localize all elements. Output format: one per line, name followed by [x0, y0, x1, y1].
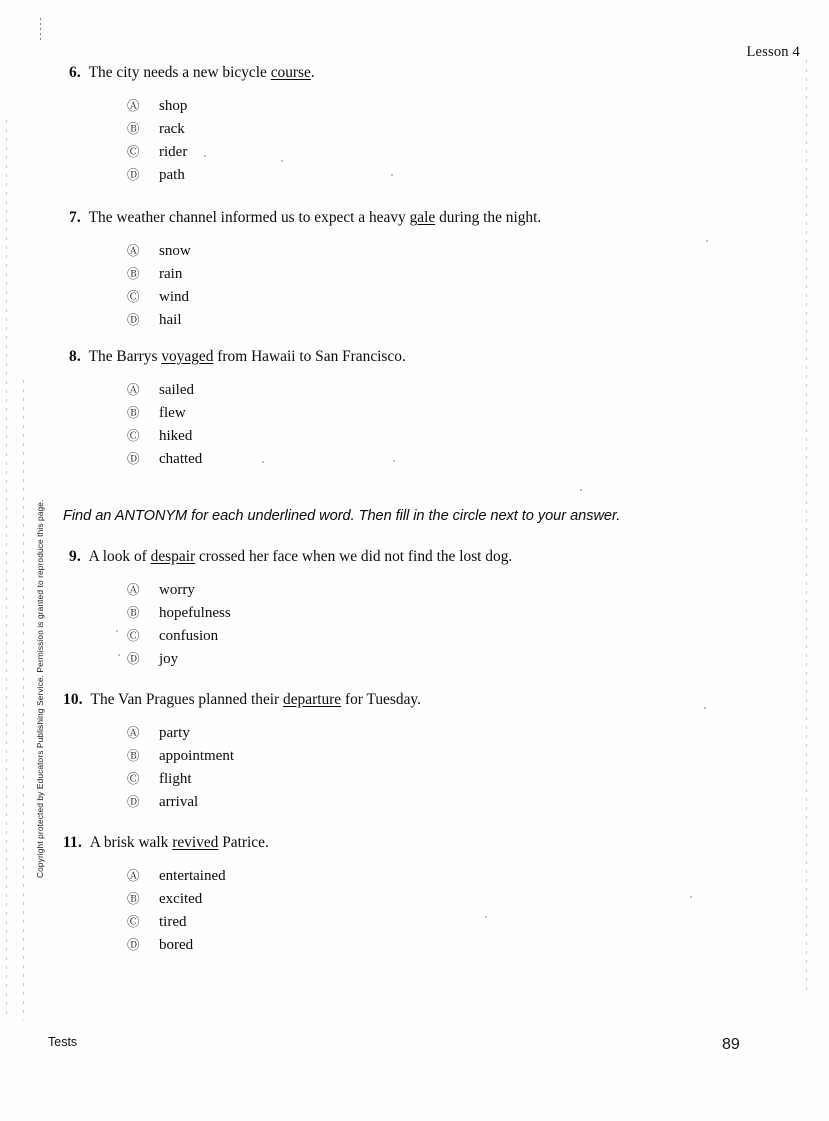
stem-text-before: A brisk walk	[89, 834, 173, 851]
answer-bubble-b-icon[interactable]: Ⓑ	[127, 266, 140, 281]
answer-option-b[interactable]	[0, 892, 202, 907]
answer-option-b[interactable]	[0, 606, 231, 621]
answer-bubble-d-icon[interactable]: Ⓓ	[127, 937, 140, 952]
question-block	[0, 833, 829, 953]
answer-option-label: entertained	[159, 868, 226, 884]
question-block	[0, 547, 829, 667]
answer-option-label: arrival	[159, 794, 199, 810]
answer-option-a[interactable]	[0, 99, 187, 114]
scan-speck	[706, 240, 708, 242]
answer-option-label: worry	[159, 582, 195, 598]
stem-text-after: from Hawaii to San Francisco.	[213, 348, 406, 365]
stem-text-before: The Barrys	[88, 348, 162, 365]
answer-option-b[interactable]	[0, 406, 186, 421]
underlined-vocabulary-word: voyaged	[161, 348, 214, 365]
answer-option-label: excited	[159, 891, 203, 907]
answer-option-c[interactable]	[0, 429, 192, 444]
answer-bubble-a-icon[interactable]: Ⓐ	[127, 98, 140, 113]
answer-option-label: appointment	[159, 748, 234, 764]
stem-text-after: .	[310, 64, 315, 81]
answer-option-label: snow	[159, 243, 191, 259]
answer-option-c[interactable]	[0, 145, 187, 160]
scan-speck	[690, 896, 692, 898]
answer-option-c[interactable]	[0, 290, 189, 305]
question-number: 11.	[63, 834, 82, 851]
question-number: 10.	[63, 691, 83, 708]
section-instruction: Find an ANTONYM for each underlined word. Then fill in the circle next to your answer.	[63, 508, 621, 524]
answer-option-label: confusion	[159, 628, 219, 644]
answer-option-b[interactable]	[0, 122, 185, 137]
answer-option-b[interactable]	[0, 749, 234, 764]
stem-text-before: The Van Pragues planned their	[90, 691, 284, 708]
answer-option-label: chatted	[159, 451, 203, 467]
answer-option-label: path	[159, 167, 185, 183]
answer-bubble-b-icon[interactable]: Ⓑ	[127, 748, 140, 763]
answer-option-a[interactable]	[0, 726, 190, 741]
stem-text-before: The weather channel informed us to expect a heavy	[88, 209, 410, 226]
answer-bubble-a-icon[interactable]: Ⓐ	[127, 582, 140, 597]
answer-bubble-d-icon[interactable]: Ⓓ	[127, 794, 140, 809]
answer-option-a[interactable]	[0, 383, 194, 398]
answer-option-label: party	[159, 725, 190, 741]
answer-option-d[interactable]	[0, 795, 198, 810]
underlined-vocabulary-word: departure	[283, 691, 342, 708]
answer-option-label: rider	[159, 144, 188, 160]
scan-speck	[485, 916, 487, 918]
answer-bubble-c-icon[interactable]: Ⓒ	[127, 144, 140, 159]
answer-bubble-d-icon[interactable]: Ⓓ	[127, 167, 140, 182]
question-stem	[0, 63, 829, 82]
answer-bubble-d-icon[interactable]: Ⓓ	[127, 451, 140, 466]
answer-option-d[interactable]	[0, 313, 182, 328]
answer-option-a[interactable]	[0, 583, 195, 598]
stem-text-after: Patrice.	[218, 834, 269, 851]
answer-option-a[interactable]	[0, 869, 226, 884]
answer-bubble-a-icon[interactable]: Ⓐ	[127, 243, 140, 258]
answer-bubble-a-icon[interactable]: Ⓐ	[127, 382, 140, 397]
scan-speck	[580, 489, 582, 491]
question-number: 8.	[69, 348, 81, 365]
underlined-vocabulary-word: despair	[150, 548, 196, 565]
answer-bubble-b-icon[interactable]: Ⓑ	[127, 121, 140, 136]
answer-option-label: rain	[159, 266, 183, 282]
scan-speck	[281, 160, 283, 162]
stem-text-after: for Tuesday.	[341, 691, 421, 708]
answer-bubble-c-icon[interactable]: Ⓒ	[127, 428, 140, 443]
underlined-vocabulary-word: course	[270, 64, 311, 81]
question-stem	[0, 690, 829, 709]
answer-bubble-b-icon[interactable]: Ⓑ	[127, 605, 140, 620]
answer-option-c[interactable]	[0, 772, 192, 787]
answer-option-d[interactable]	[0, 168, 185, 183]
answer-option-label: sailed	[159, 382, 194, 398]
scan-speck	[393, 460, 395, 462]
answer-option-label: rack	[159, 121, 185, 137]
footer-page-number: 89	[722, 1036, 740, 1053]
answer-option-label: shop	[159, 98, 188, 114]
question-block	[0, 347, 829, 467]
answer-bubble-a-icon[interactable]: Ⓐ	[127, 868, 140, 883]
footer-section-label: Tests	[48, 1035, 78, 1049]
lesson-header: Lesson 4	[746, 44, 800, 60]
answer-bubble-d-icon[interactable]: Ⓓ	[127, 651, 140, 666]
answer-option-label: bored	[159, 937, 194, 953]
question-stem	[0, 347, 829, 366]
answer-bubble-c-icon[interactable]: Ⓒ	[127, 628, 140, 643]
scan-speck	[204, 155, 206, 157]
answer-option-label: hopefulness	[159, 605, 231, 621]
question-number: 7.	[69, 209, 81, 226]
question-stem	[0, 833, 829, 852]
answer-bubble-a-icon[interactable]: Ⓐ	[127, 725, 140, 740]
stem-text-before: A look of	[88, 548, 151, 565]
answer-option-label: hiked	[159, 428, 193, 444]
answer-bubble-b-icon[interactable]: Ⓑ	[127, 405, 140, 420]
scan-speck	[262, 461, 264, 463]
stem-text-before: The city needs a new bicycle	[88, 64, 271, 81]
answer-option-d[interactable]	[0, 652, 178, 667]
answer-option-label: tired	[159, 914, 187, 930]
answer-option-label: flight	[159, 771, 192, 787]
stem-text-after: crossed her face when we did not find the lost dog.	[195, 548, 513, 565]
stem-text-after: during the night.	[435, 209, 542, 226]
question-block	[0, 208, 829, 328]
question-number: 6.	[69, 64, 81, 81]
answer-option-label: hail	[159, 312, 182, 328]
answer-option-c[interactable]	[0, 915, 187, 930]
question-stem	[0, 547, 829, 566]
answer-option-c[interactable]	[0, 629, 218, 644]
scan-speck	[391, 174, 393, 176]
answer-bubble-c-icon[interactable]: Ⓒ	[127, 771, 140, 786]
copyright-notice: Copyright protected by Educators Publishing Service. Permission is granted to reproduce this page.	[35, 499, 45, 878]
underlined-vocabulary-word: revived	[172, 834, 219, 851]
answer-option-label: wind	[159, 289, 189, 305]
scan-artifact-tick	[40, 18, 41, 42]
answer-option-d[interactable]	[0, 938, 193, 953]
answer-option-label: flew	[159, 405, 186, 421]
answer-bubble-c-icon[interactable]: Ⓒ	[127, 914, 140, 929]
answer-bubble-d-icon[interactable]: Ⓓ	[127, 312, 140, 327]
answer-option-b[interactable]	[0, 267, 182, 282]
answer-bubble-b-icon[interactable]: Ⓑ	[127, 891, 140, 906]
answer-option-d[interactable]	[0, 452, 202, 467]
question-number: 9.	[69, 548, 81, 565]
underlined-vocabulary-word: gale	[409, 209, 436, 226]
question-stem	[0, 208, 829, 227]
question-block	[0, 63, 829, 183]
question-block	[0, 690, 829, 810]
answer-bubble-c-icon[interactable]: Ⓒ	[127, 289, 140, 304]
answer-option-label: joy	[159, 651, 179, 667]
answer-option-a[interactable]	[0, 244, 191, 259]
